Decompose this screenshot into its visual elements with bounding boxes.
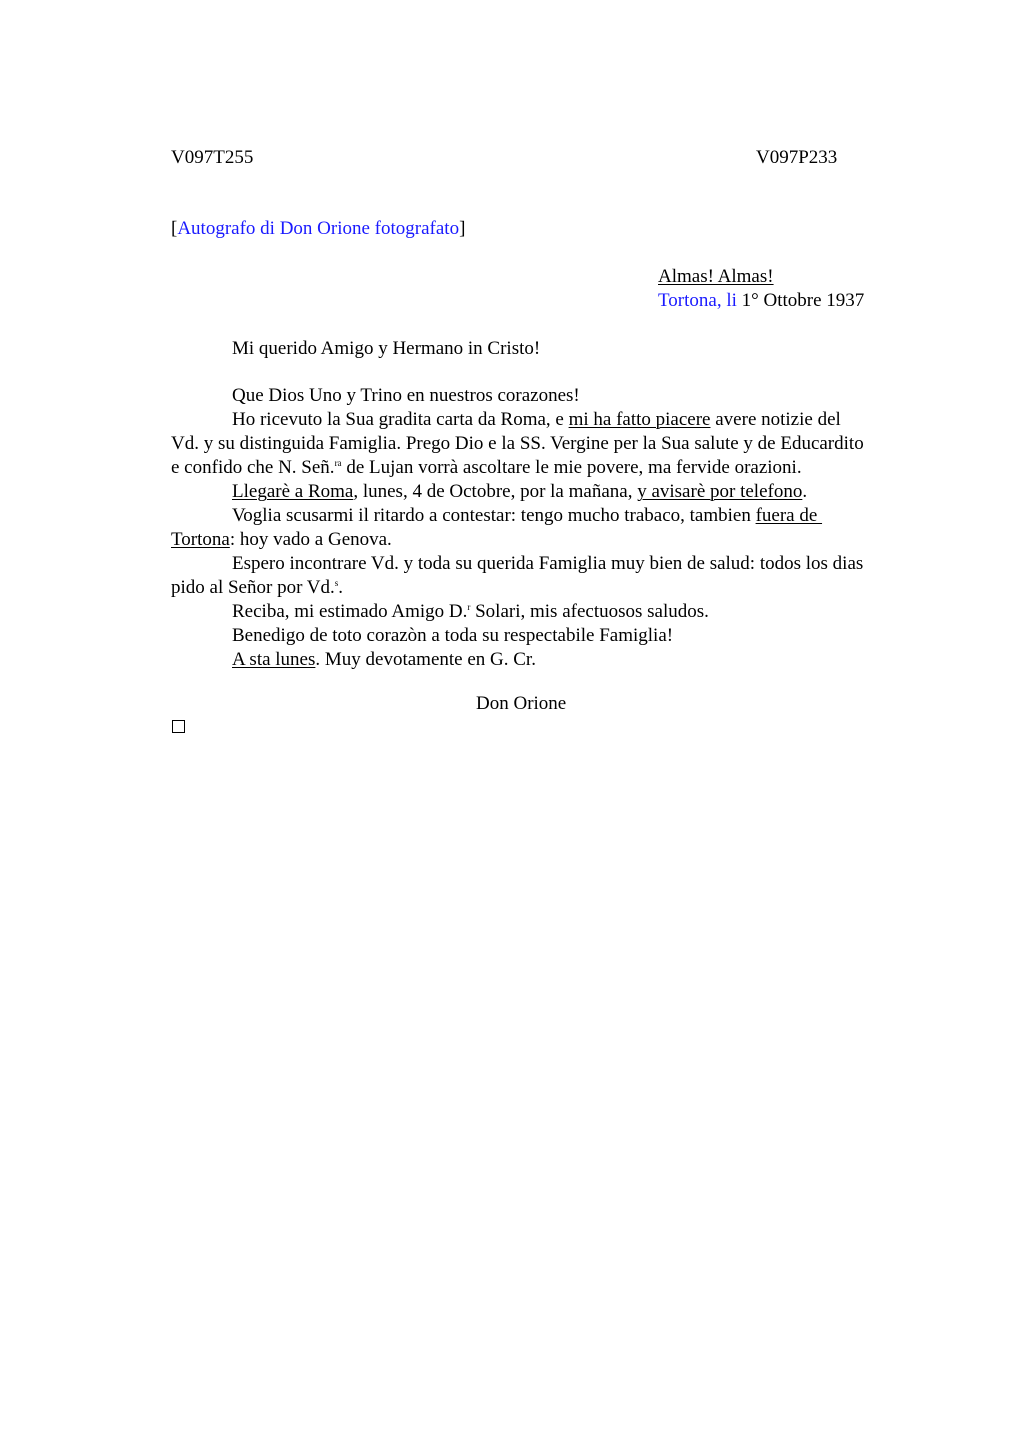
paragraph-7 bbox=[171, 648, 931, 672]
paragraph-6: Benedigo de toto corazòn a toda su respectabile Famiglia! bbox=[232, 625, 674, 646]
dateline bbox=[658, 289, 864, 313]
text-run: , lunes, 4 de Octobre, por la mañana, bbox=[353, 481, 638, 502]
text-run: : hoy vado a Genova. bbox=[229, 529, 392, 550]
salutation: Mi querido Amigo y Hermano in Cristo! bbox=[232, 338, 541, 359]
text-run: Reciba, mi estimado Amigo D. bbox=[232, 601, 468, 622]
archive-code-left: V097T255 bbox=[171, 147, 254, 168]
end-mark-square-icon bbox=[172, 720, 185, 733]
paragraph-1-line-1 bbox=[171, 408, 931, 432]
note-close-bracket: ] bbox=[459, 218, 466, 239]
text-run: . bbox=[338, 577, 344, 598]
paragraph-4-line-1: Espero incontrare Vd. y toda su querida Famiglia muy bien de salud: todos los dias bbox=[232, 553, 864, 574]
superscript: r bbox=[467, 602, 471, 612]
archive-code-right: V097P233 bbox=[756, 147, 838, 168]
note-open-bracket: [ bbox=[171, 218, 178, 239]
dateline-date: 1° Ottobre 1937 bbox=[741, 290, 865, 311]
paragraph-3-line-2 bbox=[171, 528, 931, 552]
paragraph-4-line-2 bbox=[171, 576, 931, 600]
dateline-place: Tortona, li bbox=[658, 290, 742, 311]
underlined-text: y avisarè por telefono bbox=[637, 481, 803, 502]
editorial-note bbox=[171, 217, 465, 241]
note-text: Autografo di Don Orione fotografato bbox=[177, 218, 460, 239]
superscript: s bbox=[334, 578, 339, 588]
signature: Don Orione bbox=[476, 693, 567, 714]
text-run: Solari, mis afectuosos saludos. bbox=[470, 601, 709, 622]
text-run: avere notizie del bbox=[710, 409, 841, 430]
paragraph-3-line-1 bbox=[171, 504, 931, 528]
underlined-text: Tortona bbox=[171, 529, 230, 550]
underlined-text: fuera de bbox=[755, 505, 823, 526]
text-run: . Muy devotamente en G. Cr. bbox=[315, 649, 536, 670]
underlined-text: mi ha fatto piacere bbox=[568, 409, 711, 430]
text-run: Ho ricevuto la Sua gradita carta da Roma, e bbox=[232, 409, 569, 430]
text-run: de Lujan vorrà ascoltare le mie povere, ma fervide orazioni. bbox=[341, 457, 802, 478]
superscript: ra bbox=[334, 458, 342, 468]
text-run: Voglia scusarmi il ritardo a contestar: tengo mucho trabaco, tambien bbox=[232, 505, 756, 526]
greeting: Que Dios Uno y Trino en nuestros corazones! bbox=[232, 385, 580, 406]
paragraph-2 bbox=[171, 480, 931, 504]
underlined-text: A sta lunes bbox=[232, 649, 316, 670]
dateline-exclamation: Almas! Almas! bbox=[658, 266, 774, 287]
text-run: pido al Señor por Vd. bbox=[171, 577, 335, 598]
paragraph-5 bbox=[171, 600, 931, 624]
letter-body bbox=[171, 384, 931, 672]
text-run: . bbox=[802, 481, 808, 502]
paragraph-1-line-3 bbox=[171, 456, 931, 480]
underlined-text: Llegarè a Roma bbox=[232, 481, 354, 502]
text-run: e confido che N. Señ. bbox=[171, 457, 335, 478]
paragraph-1-line-2: Vd. y su distinguida Famiglia. Prego Dio e la SS. Vergine per la Sua salute y de Educardito bbox=[171, 433, 864, 454]
